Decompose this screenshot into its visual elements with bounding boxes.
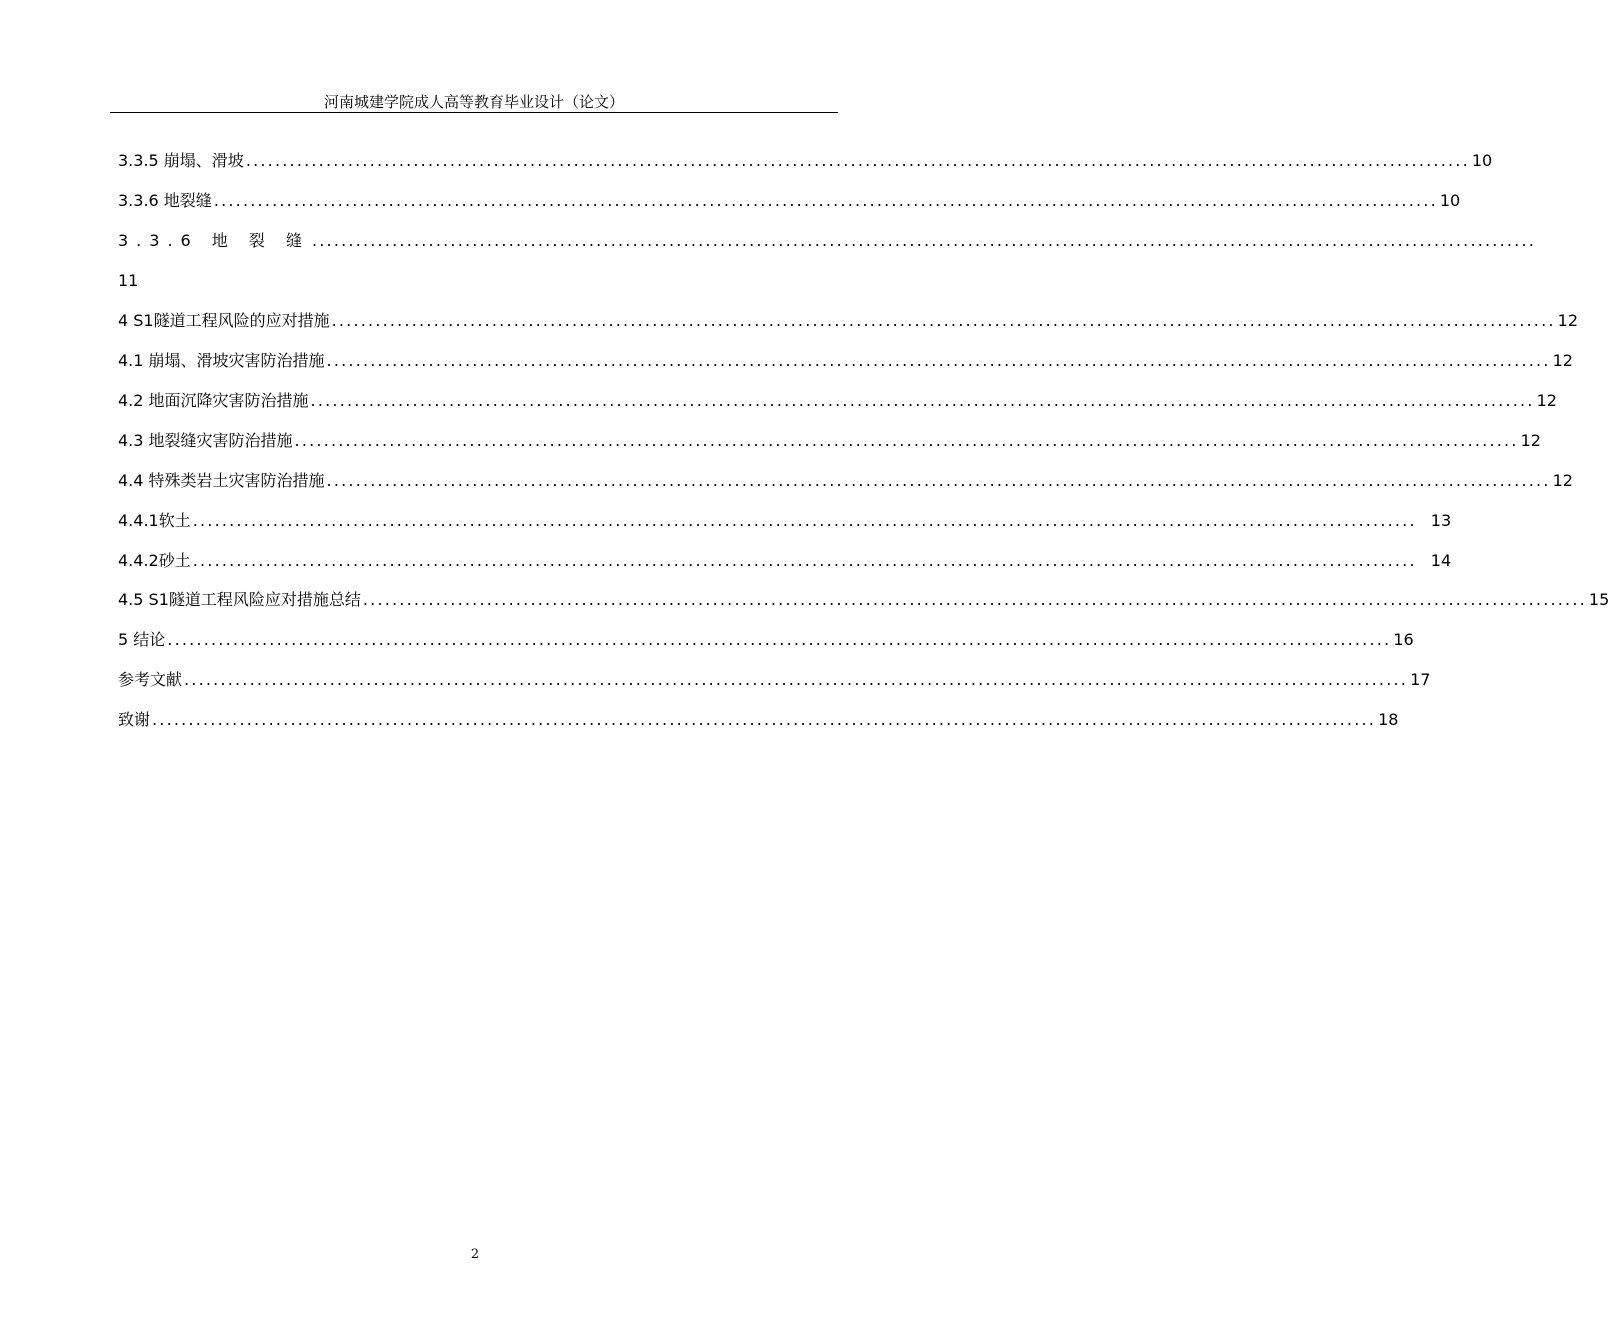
toc-entry-4-1[interactable]: [118, 349, 1573, 373]
toc-leader-dots: ........................................................................................................................................................................: [213, 191, 1438, 210]
toc-leader-dots: ........................................................................................................................................................................: [331, 311, 1556, 330]
toc-entry-label: 3.3.5 崩塌、滑坡: [118, 151, 244, 170]
toc-entry-label: 致谢: [118, 710, 151, 729]
toc-leader-dots: ........................................................................................................................................................................: [310, 391, 1535, 410]
toc-entry-page: 15: [1588, 590, 1609, 609]
toc-leader-dots: ........................................................................................................................................................................: [192, 511, 1417, 530]
toc-entry-page: 10: [1439, 191, 1461, 210]
toc-leader-dots: ........................................................................................................................................................................: [294, 431, 1519, 450]
toc-leader-dots: ........................................................................................................................................................................: [362, 590, 1587, 609]
toc-entry-page: 12: [1557, 311, 1579, 330]
toc-entry-label: 4.4.2砂土: [118, 551, 191, 570]
toc-entry-acknowledgements[interactable]: [118, 708, 1399, 732]
toc-entry-page: 13: [1430, 511, 1452, 530]
toc-entry-label: 5 结论: [118, 630, 166, 649]
toc-entry-label: 3.3.6 地裂缝: [118, 191, 212, 210]
toc-leader-dots: ........................................................................................................................................................................: [311, 231, 1537, 250]
toc-entry-page: 17: [1410, 670, 1431, 689]
toc-entry-5[interactable]: [118, 628, 1414, 652]
toc-entry-label: 参考文献: [118, 670, 183, 689]
page-header-title: 河南城建学院成人高等教育毕业设计（论文）: [323, 93, 624, 111]
toc-entry-page: 12: [1520, 431, 1541, 450]
toc-entry-page: 12: [1552, 471, 1573, 490]
toc-entry-page: 12: [1552, 351, 1573, 370]
toc-entry-label: 4.5 S1隧道工程风险应对措施总结: [118, 590, 361, 609]
toc-entry-4-2[interactable]: [118, 389, 1557, 413]
toc-entry-references[interactable]: [118, 668, 1431, 692]
toc-leader-dots: ........................................................................................................................................................................: [167, 630, 1392, 649]
toc-entry-page-wrapped: 11: [118, 271, 139, 290]
toc-entry-4-4[interactable]: [118, 469, 1573, 493]
toc-leader-dots: ........................................................................................................................................................................: [245, 151, 1470, 170]
toc-entry-page: 12: [1536, 391, 1557, 410]
toc-leader-dots: ........................................................................................................................................................................: [326, 471, 1551, 490]
toc-entry-4[interactable]: [118, 309, 1579, 333]
header-rule: [110, 112, 838, 113]
toc-entry-label: 4.1 崩塌、滑坡灾害防治措施: [118, 351, 325, 370]
toc-leader-dots: ........................................................................................................................................................................: [152, 710, 1377, 729]
toc-entry-label: 4.4.1软土: [118, 511, 191, 530]
toc-entry-label: 4.2 地面沉降灾害防治措施: [118, 391, 309, 410]
toc-entry-page: 18: [1378, 710, 1399, 729]
toc-entry-3-3-6[interactable]: [118, 189, 1461, 213]
toc-entry-label: 3.3.6 地 裂 缝: [118, 231, 310, 250]
toc-entry-3-3-5[interactable]: [118, 149, 1493, 173]
toc-leader-dots: ........................................................................................................................................................................: [326, 351, 1551, 370]
toc-entry-label: 4 S1隧道工程风险的应对措施: [118, 311, 330, 330]
toc-entry-4-4-2[interactable]: [118, 549, 1452, 573]
toc-entry-4-4-1[interactable]: [118, 509, 1452, 533]
toc-entry-4-3[interactable]: [118, 429, 1541, 453]
toc-entry-page: 16: [1393, 630, 1414, 649]
toc-leader-dots: ........................................................................................................................................................................: [192, 551, 1417, 570]
page-number: 2: [470, 1247, 480, 1262]
toc-entry-3-3-6-duplicate[interactable]: [118, 229, 1537, 253]
toc-entry-label: 4.3 地裂缝灾害防治措施: [118, 431, 293, 450]
toc-entry-4-5[interactable]: [118, 588, 1609, 612]
toc-entry-page: 10: [1471, 151, 1493, 170]
toc-entry-page: 14: [1430, 551, 1452, 570]
toc-leader-dots: ........................................................................................................................................................................: [184, 670, 1409, 689]
toc-entry-label: 4.4 特殊类岩土灾害防治措施: [118, 471, 325, 490]
